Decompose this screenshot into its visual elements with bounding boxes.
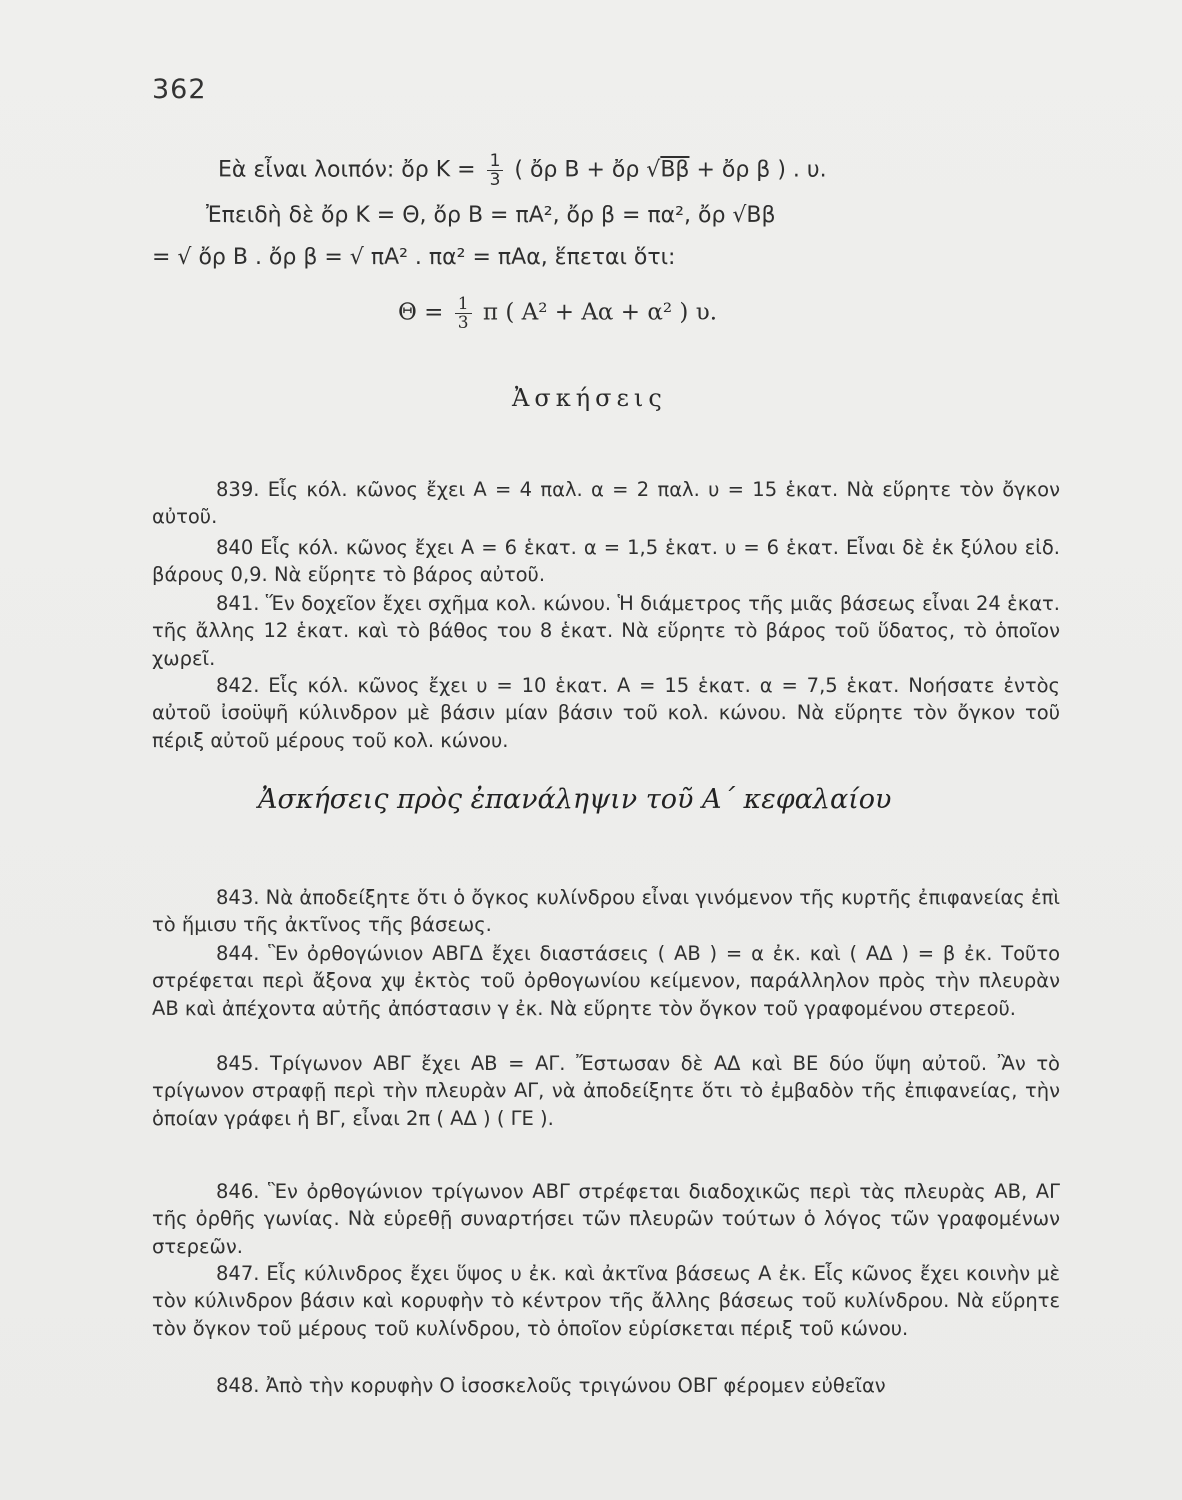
exercise-841: 841. Ἕν δοχεῖον ἔχει σχῆμα κολ. κώνου. Ἡ διάμετρος τῆς μιᾶς βάσεως εἶναι 24 ἑκατ. τῆς ἄλλης 12 ἑκατ. καὶ τὸ βάθος του 8 ἑκατ. Νὰ εὕρητε τὸ βάρος τοῦ ὕδατος, τὸ ὁποῖον χωρεῖ. bbox=[152, 591, 1060, 670]
fraction-one-third bbox=[487, 152, 504, 189]
section-heading: Ἀσκήσεις bbox=[512, 384, 667, 412]
volume-formula-line bbox=[218, 152, 827, 189]
exercise-839: 839. Εἷς κόλ. κῶνος ἔχει Α = 4 παλ. α = 2 παλ. υ = 15 ἑκατ. Νὰ εὕρητε τὸν ὄγκον αὐτοῦ. bbox=[152, 477, 1060, 528]
formula-text: Θ = bbox=[398, 299, 451, 326]
formula-text: π ( Α² + Αα + α² ) υ. bbox=[475, 299, 717, 326]
frustum-volume-formula bbox=[398, 295, 717, 332]
exercise-840: 840 Εἷς κόλ. κῶνος ἔχει Α = 6 ἑκατ. α = 1,5 ἑκατ. υ = 6 ἑκατ. Εἶναι δὲ ἐκ ξύλου εἰδ. βάρους 0,9. Νὰ εὕρητε τὸ βάρος αὐτοῦ. bbox=[152, 535, 1060, 586]
substitution-line-continued: = √ ὄρ Β . ὄρ β = √ πΑ² . πα² = πΑα, ἕπεται ὅτι: bbox=[152, 245, 676, 270]
exercise-848: 848. Ἀπὸ τὴν κορυφὴν Ο ἰσοσκελοῦς τριγώνου ΟΒΓ φέρομεν εὐθεῖαν bbox=[216, 1373, 886, 1397]
fraction-numerator: 1 bbox=[455, 295, 472, 314]
fraction-numerator: 1 bbox=[487, 152, 504, 171]
substitution-line: Ἐπειδὴ δὲ ὄρ Κ = Θ, ὄρ Β = πΑ², ὄρ β = πα², ὄρ √Ββ bbox=[206, 203, 776, 228]
fraction-one-third bbox=[455, 295, 472, 332]
page-number: 362 bbox=[152, 74, 207, 105]
exercise-842: 842. Εἷς κόλ. κῶνος ἔχει υ = 10 ἑκατ. Α = 15 ἑκατ. α = 7,5 ἑκατ. Νοήσατε ἐντὸς αὐτοῦ ἰσοϋψῆ κύλινδρον μὲ βάσιν μίαν βάσιν τοῦ κολ. κώνου. Νὰ εὕρητε τὸν ὄγκον τοῦ πέριξ αὐτοῦ μέρους τοῦ κολ. κώνου. bbox=[152, 673, 1060, 752]
review-heading: Ἀσκήσεις πρὸς ἐπανάληψιν τοῦ Α΄ κεφαλαίου bbox=[258, 784, 892, 815]
exercise-845: 845. Τρίγωνον ΑΒΓ ἔχει ΑΒ = ΑΓ. Ἔστωσαν δὲ ΑΔ καὶ ΒΕ δύο ὕψη αὐτοῦ. Ἂν τὸ τρίγωνον στραφῇ περὶ τὴν πλευρὰν ΑΓ, νὰ ἀποδείξητε ὅτι τὸ ἐμβαδὸν τῆς ἐπιφανείας, τὴν ὁποίαν γράφει ἡ ΒΓ, εἶναι 2π ( ΑΔ ) ( ΓΕ ). bbox=[152, 1051, 1060, 1130]
formula-text: Εὰ εἶναι λοιπόν: ὄρ Κ = bbox=[218, 157, 483, 183]
fraction-denominator: 3 bbox=[489, 170, 501, 190]
radicand: Ββ bbox=[660, 157, 690, 183]
formula-text: + ὄρ β ) . υ. bbox=[689, 157, 827, 183]
exercise-846: 846. Ἓν ὀρθογώνιον τρίγωνον ΑΒΓ στρέφεται διαδοχικῶς περὶ τὰς πλευρὰς ΑΒ, ΑΓ τῆς ὀρθῆς γωνίας. Νὰ εὑρεθῇ συναρτήσει τῶν πλευρῶν τούτων ὁ λόγος τῶν γραφομένων στερεῶν. bbox=[152, 1179, 1060, 1258]
exercise-844: 844. Ἓν ὀρθογώνιον ΑΒΓΔ ἔχει διαστάσεις ( ΑΒ ) = α ἐκ. καὶ ( ΑΔ ) = β ἐκ. Τοῦτο στρέφεται περὶ ἄξονα χψ ἐκτὸς τοῦ ὀρθογωνίου κείμενον, παράλληλον πρὸς τὴν πλευρὰν ΑΒ καὶ ἀπέχοντα αὐτῆς ἀπόστασιν γ ἐκ. Νὰ εὕρητε τὸν ὄγκον τοῦ γραφομένου στερεοῦ. bbox=[152, 941, 1060, 1020]
exercise-843: 843. Νὰ ἀποδείξητε ὅτι ὁ ὄγκος κυλίνδρου εἶναι γινόμενον τῆς κυρτῆς ἐπιφανείας ἐπὶ τὸ ἥμισυ τῆς ἀκτῖνος τῆς βάσεως. bbox=[152, 885, 1060, 936]
formula-text: ( ὄρ Β + ὄρ √ bbox=[507, 157, 661, 183]
fraction-denominator: 3 bbox=[457, 313, 469, 333]
exercise-847: 847. Εἷς κύλινδρος ἔχει ὕψος υ ἐκ. καὶ ἀκτῖνα βάσεως Α ἐκ. Εἷς κῶνος ἔχει κοινὴν μὲ τὸν κύλινδρον βάσιν καὶ κορυφὴν τὸ κέντρον τῆς ἄλλης βάσεως τοῦ κυλίνδρου. Νὰ εὕρητε τὸν ὄγκον τοῦ μέρους τοῦ κυλίνδρου, τὸ ὁποῖον εὑρίσκεται πέριξ τοῦ κώνου. bbox=[152, 1261, 1060, 1340]
